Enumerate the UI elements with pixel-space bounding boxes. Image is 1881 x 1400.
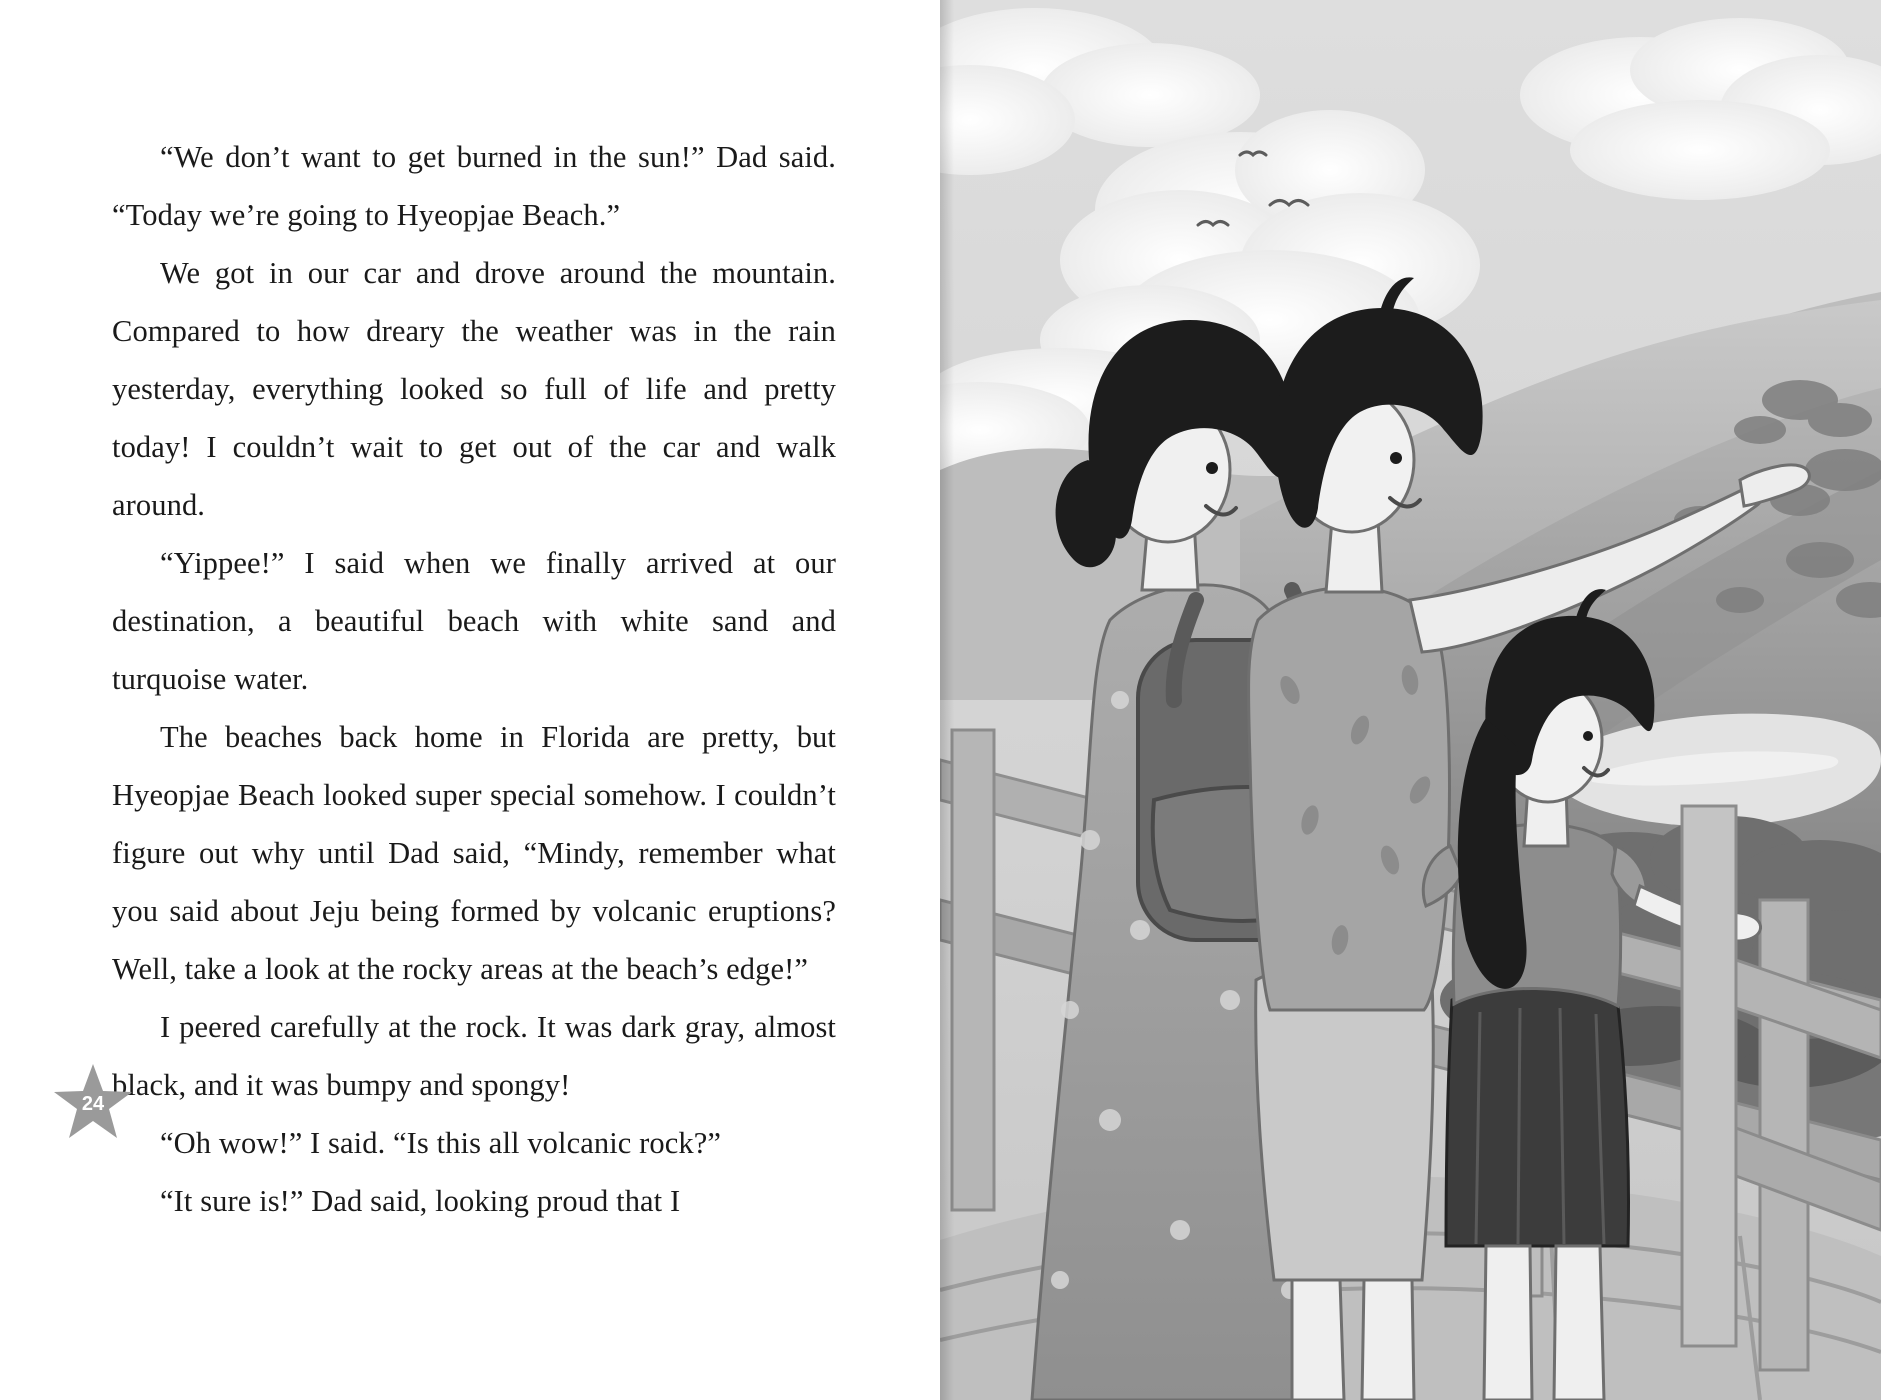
- text-page: [0, 0, 940, 1400]
- paragraph: I peered carefully at the rock. It was dark gray, almost black, and it was bumpy and spongy!: [112, 1010, 836, 1102]
- paragraph: We got in our car and drove around the mountain. Compared to how dreary the weather was in the rain yesterday, everything looked so full of life and pretty today! I couldn’t wait to get out of the car and walk around.: [112, 256, 836, 522]
- page-number-star: [52, 1062, 134, 1142]
- eye: [1583, 731, 1593, 741]
- page-number: 24: [81, 1092, 105, 1115]
- paragraph: “We don’t want to get burned in the sun!” Dad said. “Today we’re going to Hyeopjae Beach.”: [112, 140, 836, 232]
- illustration-page: [940, 0, 1881, 1400]
- paragraph: “Yippee!” I said when we finally arrived at our destination, a beautiful beach with white sand and turquoise water.: [112, 546, 836, 696]
- paragraph: The beaches back home in Florida are pretty, but Hyeopjae Beach looked super special somehow. I couldn’t figure out why until Dad said, “Mindy, remember what you said about Jeju being formed by volcanic eruptions? Well, take a look at the rocky areas at the beach’s edge!”: [112, 720, 836, 986]
- paragraph: “Oh wow!” I said. “Is this all volcanic rock?”: [160, 1126, 722, 1160]
- eye: [1390, 452, 1402, 464]
- body-text-column: [112, 128, 836, 1230]
- skirt: [1446, 983, 1629, 1246]
- eye: [1206, 462, 1218, 474]
- paragraph: “It sure is!” Dad said, looking proud that I: [160, 1184, 681, 1218]
